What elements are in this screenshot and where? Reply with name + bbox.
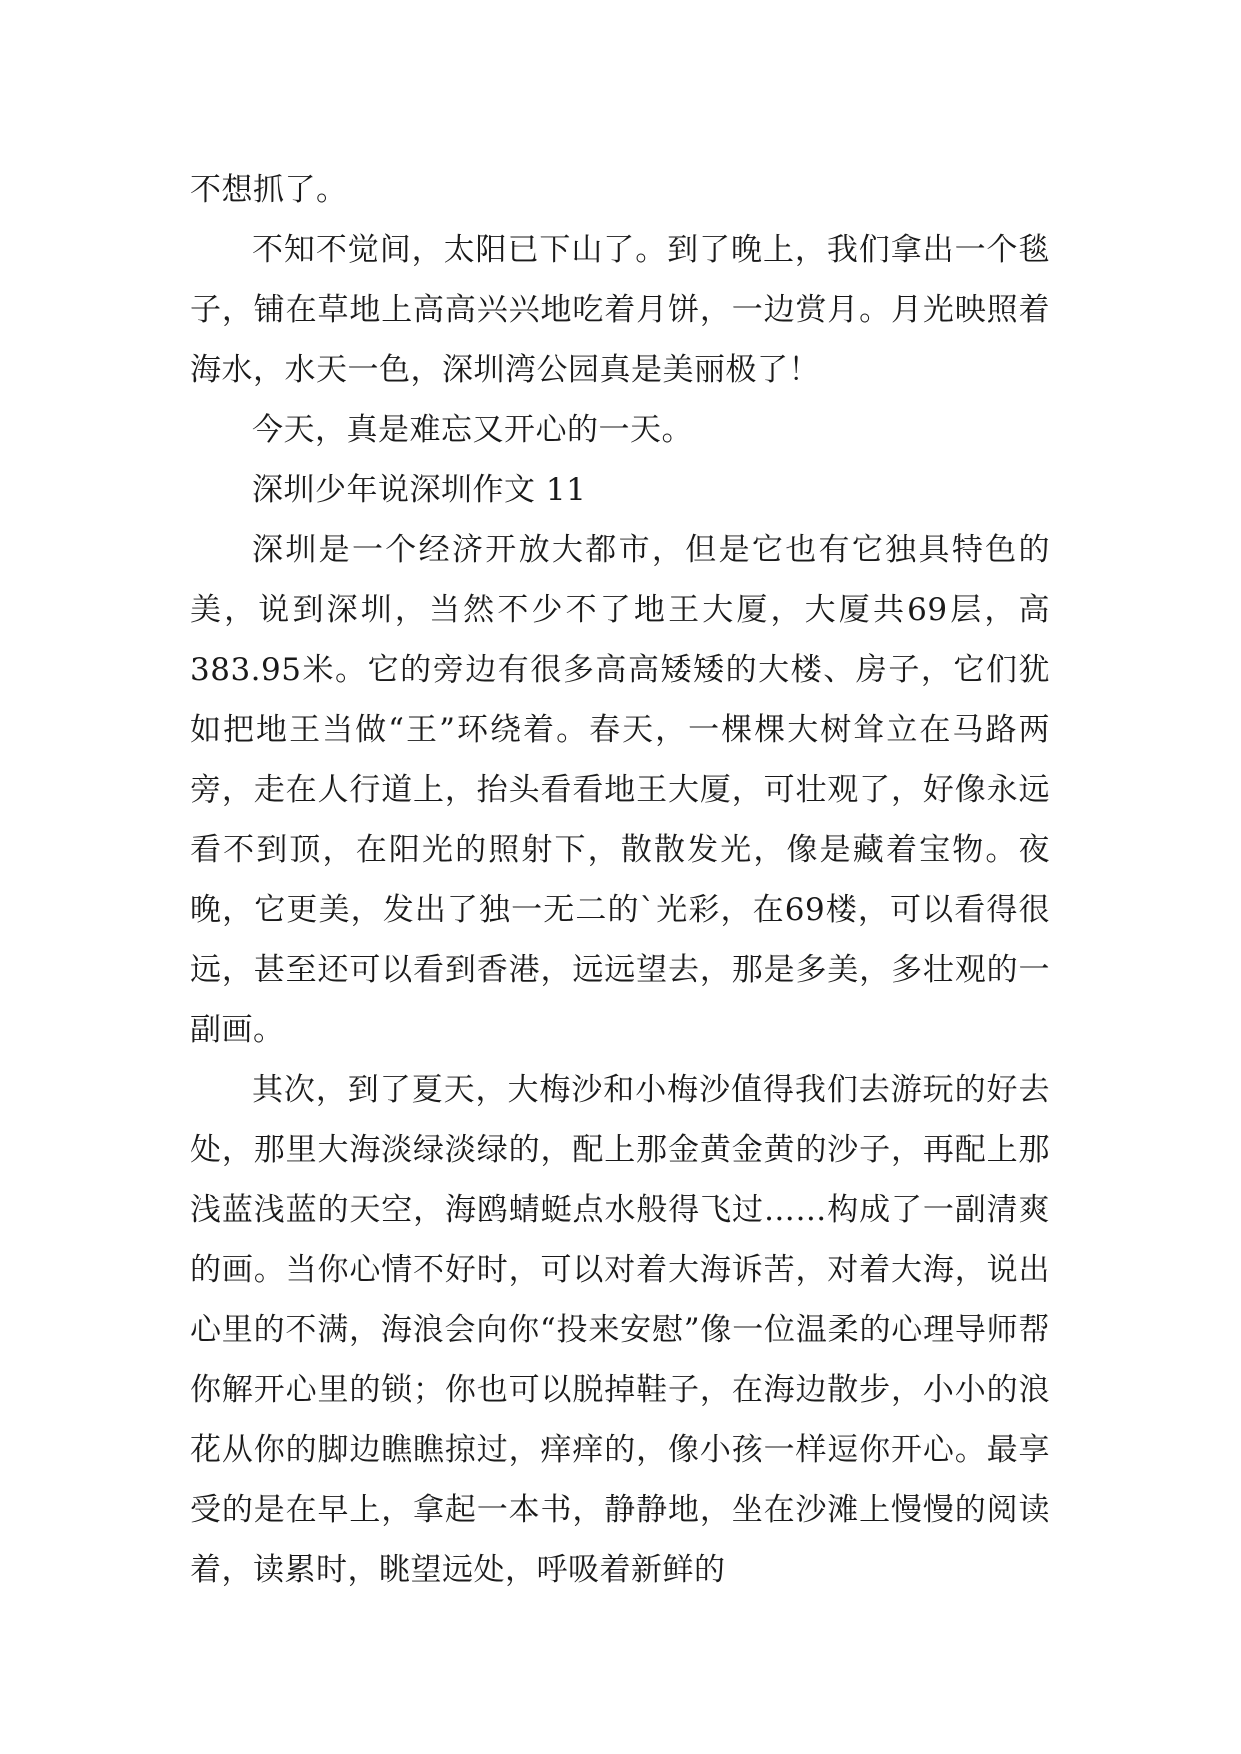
paragraph: 深圳是一个经济开放大都市，但是它也有它独具特色的美，说到深圳，当然不少不了地王大厦，大厦共69层，高383.95米。它的旁边有很多高高矮矮的大楼、房子，它们犹如把地王当做“王”环绕着。春天，一棵棵大树耸立在马路两旁，走在人行道上，抬头看看地王大厦，可壮观了，好像永远看不到顶，在阳光的照射下，散散发光，像是藏着宝物。夜晚，它更美，发出了独一无二的`光彩，在69楼，可以看得很远，甚至还可以看到香港，远远望去，那是多美，多壮观的一副画。	[190, 532, 1050, 1048]
paragraph: 今天，真是难忘又开心的一天。	[252, 412, 693, 448]
paragraph: 不想抓了。	[190, 172, 348, 208]
section-heading: 深圳少年说深圳作文 11	[252, 472, 587, 508]
paragraph: 其次，到了夏天，大梅沙和小梅沙值得我们去游玩的好去处，那里大海淡绿淡绿的，配上那金黄金黄的沙子，再配上那浅蓝浅蓝的天空，海鸥蜻蜓点水般得飞过……构成了一副清爽的画。当你心情不好时，可以对着大海诉苦，对着大海，说出心里的不满，海浪会向你“投来安慰”像一位温柔的心理导师帮你解开心里的锁；你也可以脱掉鞋子，在海边散步，小小的浪花从你的脚边瞧瞧掠过，痒痒的，像小孩一样逗你开心。最享受的是在早上，拿起一本书，静静地，坐在沙滩上慢慢的阅读着，读累时，眺望远处，呼吸着新鲜的	[190, 1072, 1050, 1588]
paragraph: 不知不觉间，太阳已下山了。到了晚上，我们拿出一个毯子，铺在草地上高高兴兴地吃着月饼，一边赏月。月光映照着海水，水天一色，深圳湾公园真是美丽极了！	[190, 232, 1050, 388]
document-body	[190, 160, 1050, 1600]
